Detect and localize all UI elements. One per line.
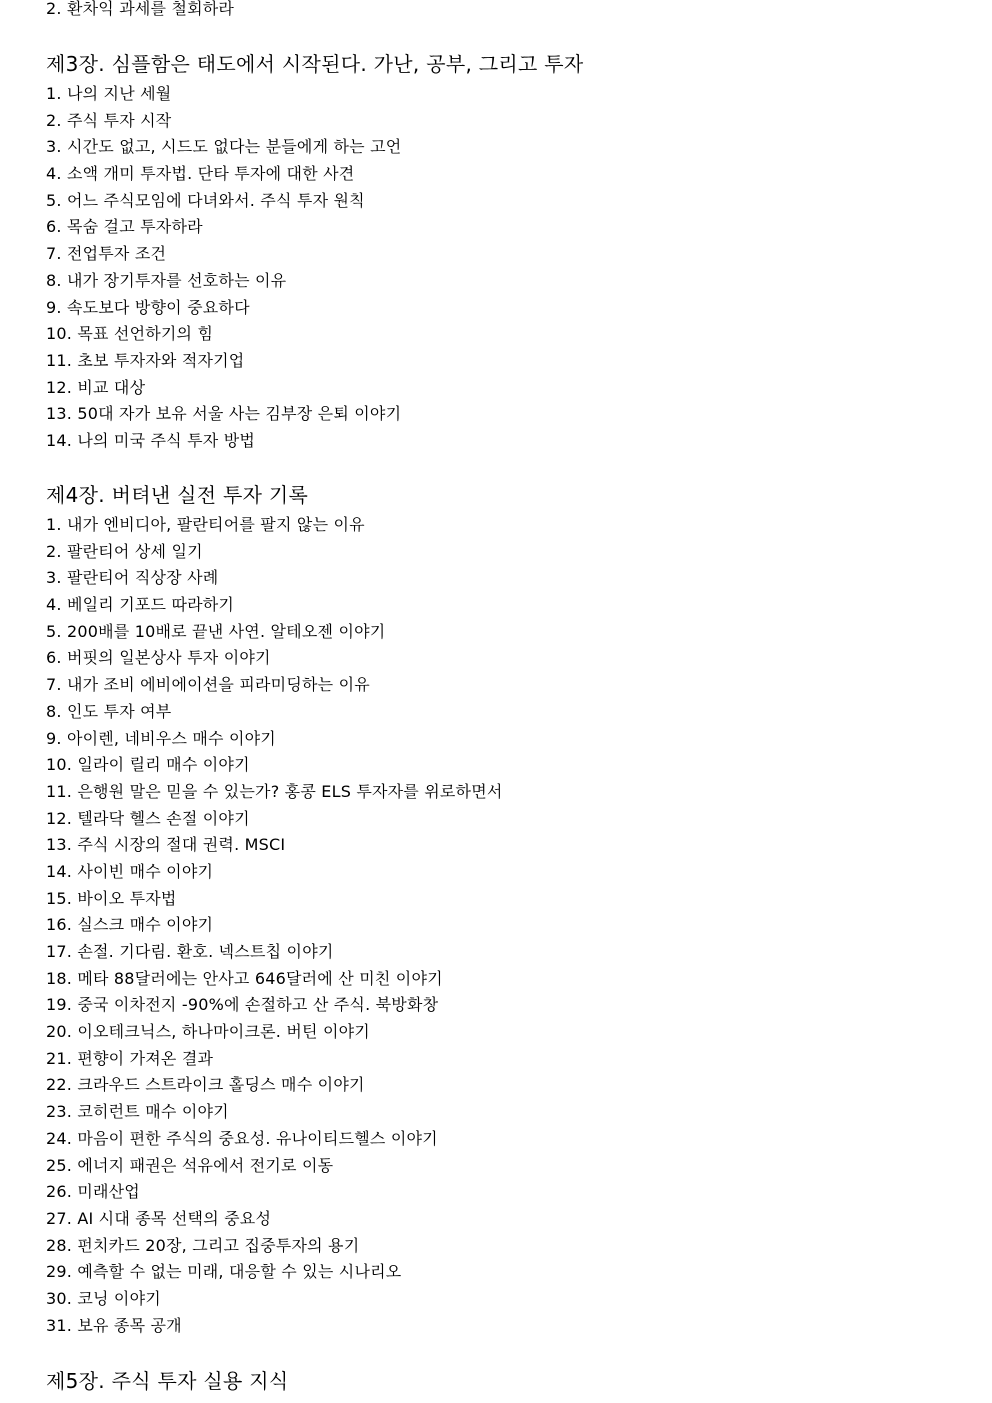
list-item: 23. 코히런트 매수 이야기 <box>46 1102 229 1122</box>
list-item: 13. 50대 자가 보유 서울 사는 김부장 은퇴 이야기 <box>46 404 402 424</box>
list-item: 12. 텔라닥 헬스 손절 이야기 <box>46 808 250 828</box>
list-item: 5. 어느 주식모임에 다녀와서. 주식 투자 원칙 <box>46 190 365 210</box>
list-item: 26. 미래산업 <box>46 1182 140 1202</box>
list-item: 28. 펀치카드 20장, 그리고 집중투자의 용기 <box>46 1235 360 1255</box>
list-item: 7. 전업투자 조건 <box>46 244 167 264</box>
list-item: 2. 팔란티어 상세 일기 <box>46 541 203 561</box>
list-item: 5. 200배를 10배로 끝낸 사연. 알테오젠 이야기 <box>46 621 386 641</box>
list-item: 14. 나의 미국 주식 투자 방법 <box>46 430 256 450</box>
list-item: 20. 이오테크닉스, 하나마이크론. 버틴 이야기 <box>46 1022 370 1042</box>
list-item: 12. 비교 대상 <box>46 377 146 397</box>
list-item: 24. 마음이 편한 주식의 중요성. 유나이티드헬스 이야기 <box>46 1128 438 1148</box>
list-item: 27. AI 시대 종목 선택의 중요성 <box>46 1208 272 1228</box>
list-item: 8. 인도 투자 여부 <box>46 701 172 721</box>
list-item: 10. 목표 선언하기의 힘 <box>46 324 214 344</box>
list-item: 1. 나의 지난 세월 <box>46 84 172 103</box>
list-item: 14. 사이빈 매수 이야기 <box>46 861 214 881</box>
chapter-3-list <box>46 81 401 455</box>
chapter-4-list <box>46 512 503 1339</box>
chapter-4-heading: 제4장. 버텨낸 실전 투자 기록 <box>46 483 309 507</box>
list-item: 2. 주식 투자 시작 <box>46 110 172 130</box>
list-item: 13. 주식 시장의 절대 권력. MSCI <box>46 835 286 855</box>
list-item: 1. 내가 엔비디아, 팔란티어를 팔지 않는 이유 <box>46 515 365 534</box>
list-item: 6. 목숨 걸고 투자하라 <box>46 217 203 237</box>
list-item: 22. 크라우드 스트라이크 홀딩스 매수 이야기 <box>46 1075 365 1095</box>
list-item: 30. 코닝 이야기 <box>46 1288 161 1308</box>
list-item: 11. 은행원 말은 믿을 수 있는가? 홍콩 ELS 투자자를 위로하면서 <box>46 781 503 801</box>
list-item: 18. 메타 88달러에는 안사고 646달러에 산 미친 이야기 <box>46 968 443 988</box>
list-item: 25. 에너지 패권은 석유에서 전기로 이동 <box>46 1155 334 1175</box>
list-item: 7. 내가 조비 에비에이션을 피라미딩하는 이유 <box>46 675 370 695</box>
list-item: 3. 시간도 없고, 시드도 없다는 분들에게 하는 고언 <box>46 137 402 157</box>
list-item: 11. 초보 투자자와 적자기업 <box>46 350 245 370</box>
list-item: 17. 손절. 기다림. 환호. 넥스트칩 이야기 <box>46 942 334 961</box>
list-item: 16. 실스크 매수 이야기 <box>46 915 214 935</box>
chapter-3-heading: 제3장. 심플함은 태도에서 시작된다. 가난, 공부, 그리고 투자 <box>46 52 584 76</box>
list-item: 4. 베일리 기포드 따라하기 <box>46 595 235 615</box>
list-item: 4. 소액 개미 투자법. 단타 투자에 대한 사견 <box>46 164 355 184</box>
list-item: 2. 환차익 과세를 철회하라 <box>46 0 235 18</box>
list-item: 15. 바이오 투자법 <box>46 888 177 908</box>
list-item: 9. 아이렌, 네비우스 매수 이야기 <box>46 728 276 748</box>
list-item: 19. 중국 이차전지 -90%에 손절하고 산 주식. 북방화창 <box>46 995 439 1015</box>
list-item: 9. 속도보다 방향이 중요하다 <box>46 297 250 317</box>
list-item: 29. 예측할 수 없는 미래, 대응할 수 있는 시나리오 <box>46 1262 402 1282</box>
list-item: 3. 팔란티어 직상장 사례 <box>46 568 219 588</box>
list-item: 31. 보유 종목 공개 <box>46 1315 182 1335</box>
list-item: 8. 내가 장기투자를 선호하는 이유 <box>46 270 287 290</box>
list-item: 6. 버핏의 일본상사 투자 이야기 <box>46 648 271 668</box>
chapter-5-heading: 제5장. 주식 투자 실용 지식 <box>46 1369 289 1393</box>
list-item: 21. 편향이 가져온 결과 <box>46 1048 214 1068</box>
list-item: 10. 일라이 릴리 매수 이야기 <box>46 755 250 775</box>
